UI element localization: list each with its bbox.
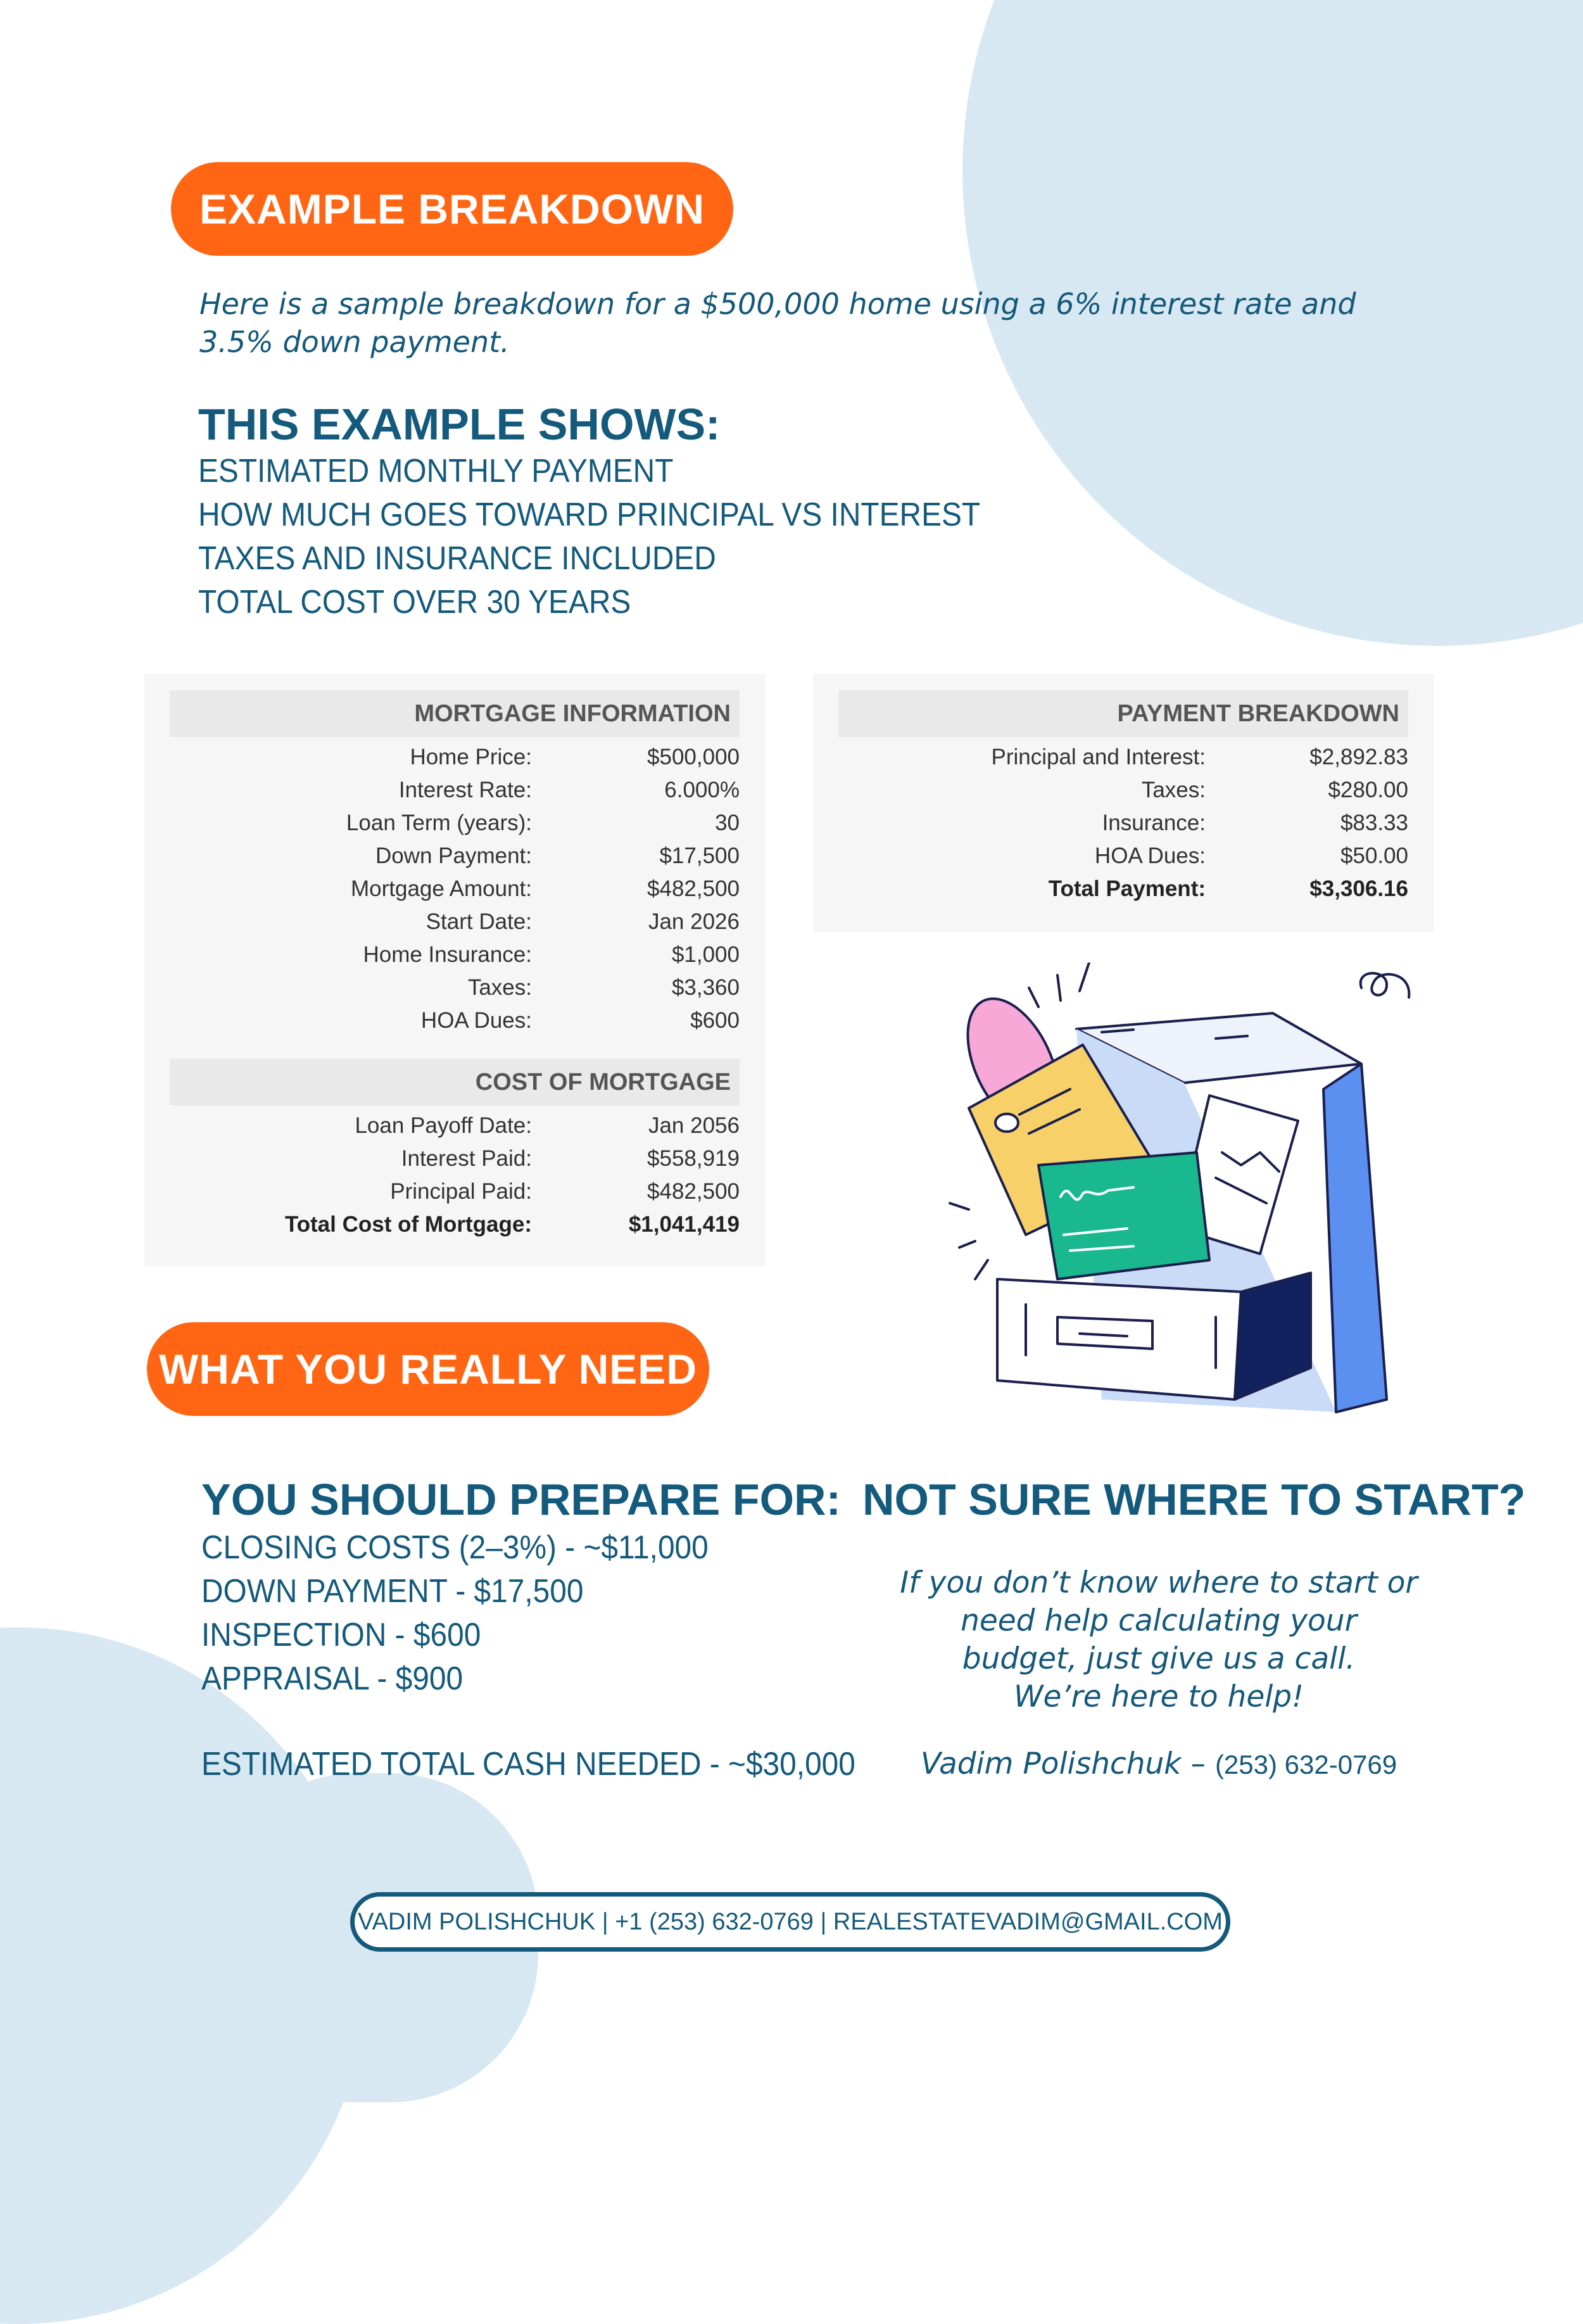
table-row bbox=[838, 840, 1408, 873]
row-label: Taxes: bbox=[467, 975, 532, 1000]
row-value: $3,306.16 bbox=[1309, 876, 1408, 901]
example-breakdown-title: EXAMPLE BREAKDOWN bbox=[171, 162, 733, 256]
row-label: HOA Dues: bbox=[1094, 843, 1206, 868]
row-value: 30 bbox=[715, 811, 740, 835]
file-cabinet-illustration bbox=[943, 963, 1437, 1425]
shows-list bbox=[198, 450, 980, 624]
row-value: $482,500 bbox=[647, 1179, 740, 1204]
row-value: $558,919 bbox=[647, 1146, 740, 1171]
list-item: APPRAISAL - $900 bbox=[201, 1660, 464, 1697]
mortgage-information-rows bbox=[170, 741, 740, 1037]
list-item: DOWN PAYMENT - $17,500 bbox=[201, 1573, 584, 1610]
row-label: Home Price: bbox=[410, 745, 532, 769]
row-label: HOA Dues: bbox=[420, 1008, 532, 1033]
help-line: If you don’t know where to start or bbox=[900, 1565, 1418, 1600]
this-example-shows-heading: THIS EXAMPLE SHOWS: bbox=[198, 400, 721, 449]
row-value: $50.00 bbox=[1340, 843, 1408, 868]
row-label: Interest Rate: bbox=[398, 778, 532, 802]
table-row bbox=[170, 1142, 740, 1175]
table-row bbox=[170, 840, 740, 873]
list-item: TOTAL COST OVER 30 YEARS bbox=[198, 584, 631, 621]
table-row bbox=[170, 741, 740, 774]
list-item: ESTIMATED MONTHLY PAYMENT bbox=[198, 453, 674, 489]
help-line: budget, just give us a call. bbox=[962, 1641, 1356, 1676]
list-item: INSPECTION - $600 bbox=[201, 1617, 481, 1653]
row-label: Principal and Interest: bbox=[991, 745, 1206, 769]
contact-phone[interactable]: (253) 632-0769 bbox=[1214, 1750, 1397, 1779]
table-row bbox=[838, 807, 1408, 840]
table-row bbox=[170, 1109, 740, 1142]
mortgage-panel bbox=[144, 674, 765, 1266]
row-value: $482,500 bbox=[647, 876, 740, 901]
row-value: $280.00 bbox=[1328, 778, 1408, 802]
list-item: CLOSING COSTS (2–3%) - ~$11,000 bbox=[201, 1529, 709, 1566]
footer-contact-bar bbox=[350, 1892, 1230, 1952]
row-label: Interest Paid: bbox=[401, 1146, 532, 1171]
contact-name: Vadim Polishchuk – bbox=[920, 1746, 1206, 1781]
prepare-heading: YOU SHOULD PREPARE FOR: bbox=[201, 1475, 841, 1524]
what-you-really-need-title: WHAT YOU REALLY NEED bbox=[147, 1322, 709, 1416]
row-label: Loan Term (years): bbox=[346, 811, 532, 835]
row-label: Home Insurance: bbox=[363, 942, 532, 967]
cost-of-mortgage-rows bbox=[170, 1109, 740, 1241]
row-label: Total Payment: bbox=[1048, 876, 1206, 901]
table-row bbox=[170, 807, 740, 840]
row-value: $600 bbox=[690, 1008, 740, 1033]
row-value: Jan 2056 bbox=[648, 1113, 740, 1138]
table-row-total bbox=[838, 873, 1408, 906]
total-cash-needed: ESTIMATED TOTAL CASH NEEDED - ~$30,000 bbox=[201, 1746, 855, 1783]
row-value: $3,360 bbox=[671, 975, 740, 1000]
mortgage-information-header: MORTGAGE INFORMATION bbox=[170, 690, 740, 737]
table-row bbox=[170, 1175, 740, 1208]
row-label: Loan Payoff Date: bbox=[355, 1113, 532, 1138]
payment-breakdown-panel bbox=[813, 674, 1434, 932]
not-sure-heading: NOT SURE WHERE TO START? bbox=[862, 1475, 1526, 1524]
row-value: Jan 2026 bbox=[648, 909, 740, 934]
table-row bbox=[838, 741, 1408, 774]
help-text bbox=[842, 1564, 1475, 1716]
footer-text[interactable]: VADIM POLISHCHUK | +1 (253) 632-0769 | REALESTATEVADIM@GMAIL.COM bbox=[358, 1908, 1223, 1935]
help-line: We’re here to help! bbox=[1014, 1679, 1304, 1714]
row-value: $83.33 bbox=[1340, 811, 1408, 835]
list-item: TAXES AND INSURANCE INCLUDED bbox=[198, 540, 716, 577]
table-row-total bbox=[170, 1208, 740, 1241]
intro-text: Here is a sample breakdown for a $500,000 home using a 6% interest rate and 3.5% down payment. bbox=[199, 287, 1356, 359]
table-row bbox=[838, 774, 1408, 807]
row-value: $1,000 bbox=[671, 942, 740, 967]
table-row bbox=[170, 971, 740, 1004]
table-row bbox=[170, 906, 740, 938]
row-label: Mortgage Amount: bbox=[351, 876, 532, 901]
row-label: Total Cost of Mortgage: bbox=[284, 1212, 532, 1237]
row-value: $500,000 bbox=[647, 745, 740, 769]
row-label: Insurance: bbox=[1102, 811, 1206, 835]
payment-breakdown-header: PAYMENT BREAKDOWN bbox=[838, 690, 1408, 737]
table-row bbox=[170, 774, 740, 807]
row-label: Down Payment: bbox=[375, 843, 532, 868]
table-row bbox=[170, 1004, 740, 1037]
row-value: $17,500 bbox=[659, 843, 740, 868]
payment-breakdown-rows bbox=[838, 741, 1408, 906]
help-line: need help calculating your bbox=[961, 1603, 1357, 1638]
prepare-list bbox=[201, 1526, 709, 1701]
row-label: Principal Paid: bbox=[390, 1179, 532, 1204]
row-label: Taxes: bbox=[1141, 778, 1206, 802]
contact-signature bbox=[842, 1746, 1475, 1781]
row-value: $2,892.83 bbox=[1309, 745, 1408, 769]
table-row bbox=[170, 873, 740, 906]
row-value: 6.000% bbox=[664, 778, 740, 802]
row-value: $1,041,419 bbox=[628, 1212, 740, 1237]
cost-of-mortgage-header: COST OF MORTGAGE bbox=[170, 1059, 740, 1106]
list-item: HOW MUCH GOES TOWARD PRINCIPAL VS INTEREST bbox=[198, 496, 981, 533]
row-label: Start Date: bbox=[426, 909, 532, 934]
table-row bbox=[170, 938, 740, 971]
